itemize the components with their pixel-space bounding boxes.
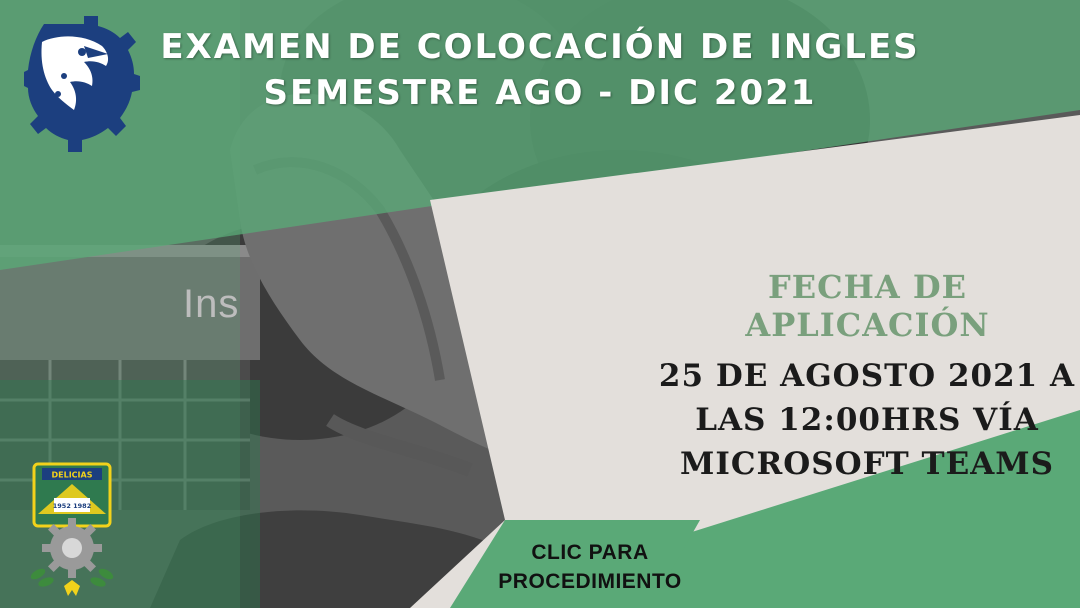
gear-icon xyxy=(42,518,102,578)
tecnm-logo xyxy=(24,12,140,164)
fecha-detail-line-2: LAS 12:00HRS VÍA xyxy=(695,402,1039,438)
escudo-years-text: 1952 1982 xyxy=(52,502,92,510)
cta-line-1: CLIC PARA xyxy=(531,541,649,564)
building-sign-text: Ins xyxy=(183,282,240,326)
gear-icon xyxy=(24,16,140,152)
fecha-label xyxy=(735,268,1000,344)
title-line-2: SEMESTRE AGO - DIC 2021 xyxy=(263,73,817,113)
fecha-detail xyxy=(652,354,1080,486)
fecha-label-line-1: FECHA DE xyxy=(768,268,967,306)
ribbon-icon xyxy=(64,580,80,596)
banner-title xyxy=(130,24,950,116)
fecha-label-line-2: APLICACIÓN xyxy=(745,306,990,344)
fecha-detail-line-1: 25 DE AGOSTO 2021 A xyxy=(658,358,1076,394)
escudo-banner-text: DELICIAS xyxy=(51,470,93,480)
procedure-link[interactable] xyxy=(465,538,715,596)
cta-line-2: PROCEDIMIENTO xyxy=(498,570,682,593)
escudo-logo xyxy=(24,462,120,597)
fecha-detail-line-3: MICROSOFT TEAMS xyxy=(680,446,1054,482)
title-line-1: EXAMEN DE COLOCACIÓN DE INGLES xyxy=(160,27,920,67)
